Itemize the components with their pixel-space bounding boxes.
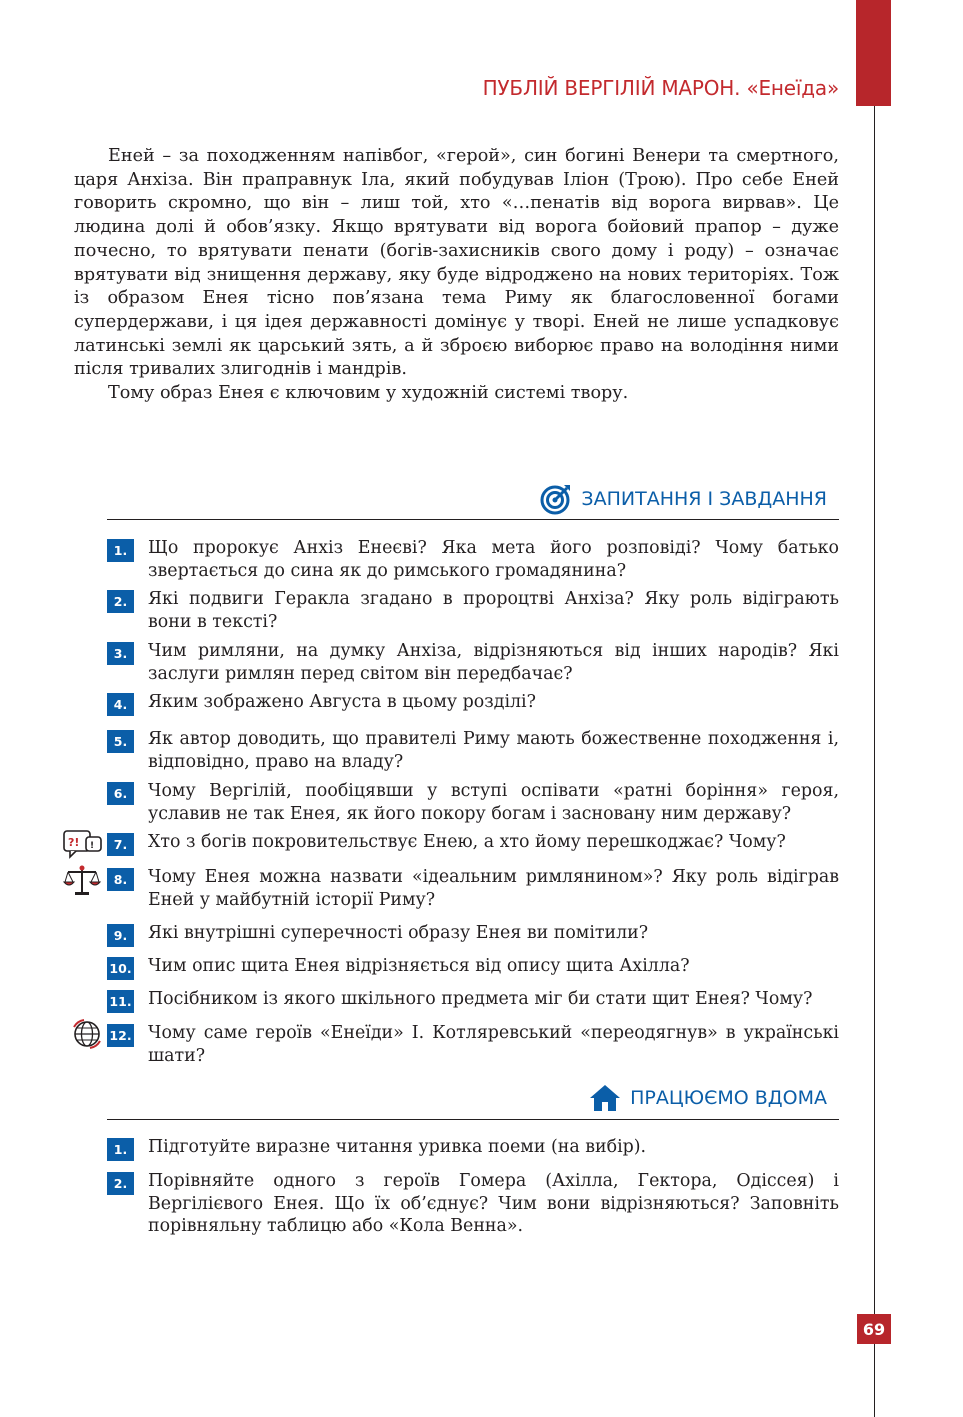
question-item xyxy=(107,537,839,582)
chapter-tab xyxy=(856,0,891,106)
question-number: 10. xyxy=(107,957,134,980)
question-text: Посібником із якого шкільного предмета міг би стати щит Енея? Чому? xyxy=(148,989,813,1009)
questions-heading xyxy=(539,482,827,516)
questions-title: ЗАПИТАННЯ І ЗАВДАННЯ xyxy=(581,488,827,510)
question-text: Які подвиги Геракла згадано в пророцтві Анхіза? Яку роль відіграють вони в тексті? xyxy=(148,589,839,632)
paragraph: Еней – за походженням напівбог, «герой», син богині Венери та смертного, царя Анхіза. Він праправнук Іла, який побудував Іліон (Трою). Про себе Еней говорить скромно, що він – лиш той, хто «…пенатів від ворога вирвав». Це людина долі й обов’язку. Якщо врятувати від ворога бойовий прапор – дуже почесно, то врятувати пенати (богів-захисників свого дому і роду) – означає врятувати від знищення державу, яку буде відроджено на нових територіях. Тож із образом Енея тісно пов’язана тема Риму як благословенної богами супердержави, і ця ідея державності домінує у творі. Еней не лише успадковує латинські землі як царський зять, а й зброєю виборює право на володіння ними після тривалих злигоднів і мандрів. xyxy=(74,146,839,380)
question-number: 2. xyxy=(107,590,134,613)
question-number: 11. xyxy=(107,990,134,1013)
question-number: 5. xyxy=(107,730,134,753)
homework-heading xyxy=(588,1083,827,1113)
question-text: Як автор доводить, що правителі Риму мають божественне походження і, відповідно, право на владу? xyxy=(148,729,839,772)
question-item xyxy=(107,588,839,633)
svg-text:!: ! xyxy=(90,841,95,851)
question-number: 1. xyxy=(107,539,134,562)
question-item xyxy=(107,780,839,825)
homework-number: 2. xyxy=(107,1172,134,1195)
margin-rule xyxy=(874,106,875,1417)
question-number: 3. xyxy=(107,642,134,665)
question-text: Чому Вергілій, пообіцявши у вступі оспівати «ратні боріння» героя, уславив не так Енея, як його покору богам і засновану ним державу? xyxy=(148,781,839,824)
question-number: 12. xyxy=(107,1024,134,1047)
question-text: Які внутрішні суперечності образу Енея ви помітили? xyxy=(148,923,649,943)
target-icon xyxy=(539,482,573,516)
questions-rule xyxy=(107,519,839,520)
scales-icon xyxy=(62,864,102,898)
question-item xyxy=(107,728,839,773)
question-item xyxy=(107,640,839,685)
question-item xyxy=(107,691,839,714)
question-text: Чому саме героїв «Енеїди» І. Котляревський «переодягнув» в українські шати? xyxy=(148,1023,839,1066)
question-text: Що пророкує Анхіз Енеєві? Яка мета його розповіді? Чому батько звертається до сина як до римського громадянина? xyxy=(148,538,839,581)
question-number: 4. xyxy=(107,693,134,716)
globe-icon xyxy=(70,1017,104,1053)
question-text: Чим опис щита Енея відрізняється від опису щита Ахілла? xyxy=(148,956,690,976)
home-icon xyxy=(588,1083,622,1113)
question-number: 8. xyxy=(107,868,134,891)
paragraph: Тому образ Енея є ключовим у художній системі твору. xyxy=(108,383,629,404)
discussion-icon xyxy=(62,829,104,859)
homework-item xyxy=(107,1136,839,1159)
homework-title: ПРАЦЮЄМО ВДОМА xyxy=(630,1087,827,1109)
page-number: 69 xyxy=(857,1314,891,1344)
question-item xyxy=(107,955,839,978)
question-number: 9. xyxy=(107,924,134,947)
svg-text:?!: ?! xyxy=(68,836,80,849)
question-text: Яким зображено Августа в цьому розділі? xyxy=(148,692,536,712)
question-item xyxy=(107,866,839,911)
question-item xyxy=(107,922,839,945)
question-number: 6. xyxy=(107,782,134,805)
homework-rule xyxy=(107,1119,839,1120)
question-item xyxy=(107,988,839,1011)
question-item xyxy=(107,831,839,854)
homework-number: 1. xyxy=(107,1138,134,1161)
question-number: 7. xyxy=(107,833,134,856)
question-text: Хто з богів покровительствує Енею, а хто йому перешкоджає? Чому? xyxy=(148,832,786,852)
running-title: ПУБЛІЙ ВЕРГІЛІЙ МАРОН. «Енеїда» xyxy=(482,76,839,100)
main-text xyxy=(74,145,839,406)
homework-text: Підготуйте виразне читання уривка поеми (на вибір). xyxy=(148,1137,647,1157)
question-text: Чому Енея можна назвати «ідеальним римлянином»? Яку роль відіграв Еней у майбутній історії Риму? xyxy=(148,867,839,910)
homework-text: Порівняйте одного з героїв Гомера (Ахілла, Гектора, Одіссея) і Вергілієвого Енея. Що їх об’єднує? Чим вони відрізняються? Заповніть порівняльну таблицю або «Кола Венна». xyxy=(148,1171,839,1237)
homework-item xyxy=(107,1170,839,1238)
question-item xyxy=(107,1022,839,1067)
question-text: Чим римляни, на думку Анхіза, відрізняються від інших народів? Які заслуги римлян перед світом він передбачає? xyxy=(148,641,839,684)
